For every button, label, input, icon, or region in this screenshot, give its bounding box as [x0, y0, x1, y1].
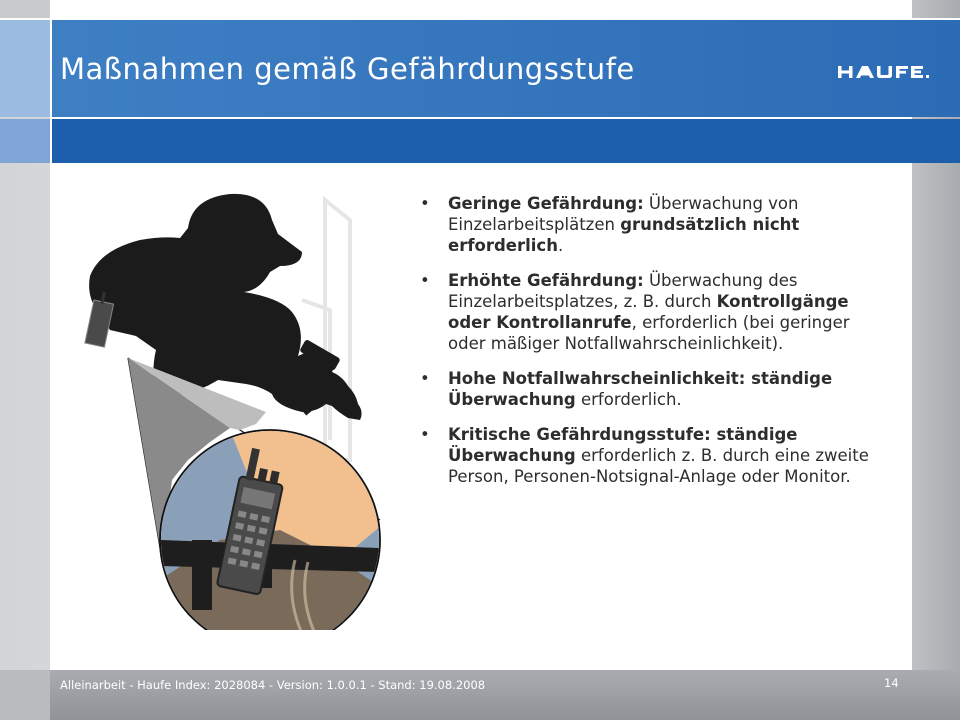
bullet-label: Erhöhte Gefährdung: — [448, 271, 644, 290]
worker-with-radio-icon — [80, 180, 400, 630]
bullet-text: . — [557, 236, 564, 255]
haufe-logo — [836, 60, 946, 84]
measures-list — [418, 193, 878, 501]
footer-text: Alleinarbeit - Haufe Index: 2028084 - Version: 1.0.0.1 - Stand: 19.08.2008 — [60, 678, 486, 692]
bullet-label: Hohe Notfallwahrscheinlichkeit: ständige Überwachung — [448, 369, 833, 409]
bullet-critical-risk — [418, 424, 878, 487]
bullet-text: erforderlich. — [575, 390, 682, 409]
bullet-elevated-risk — [418, 270, 878, 354]
bullet-emphasis: Kontrollgänge oder Kontrollanrufe — [448, 292, 849, 332]
bullet-high-emergency-probability — [418, 368, 878, 410]
footer-left-block — [0, 670, 50, 720]
bullet-text: Überwachung des Einzelarbeitsplatzes, z. B. durch — [448, 271, 798, 311]
bullet-text: Überwachung von Einzelarbeitsplätzen — [448, 194, 799, 234]
bullet-text: erforderlich z. B. durch eine zweite Person, Personen-Notsignal-Anlage oder Monitor. — [448, 446, 869, 486]
slide-title: Maßnahmen gemäß Gefährdungsstufe — [60, 52, 635, 86]
bullet-label: Kritische Gefährdungsstufe: ständige Überwachung — [448, 425, 798, 465]
bullet-text: , erforderlich (bei geringer oder mäßiger Notfallwahrscheinlichkeit). — [448, 313, 850, 353]
bullet-low-risk — [418, 193, 878, 256]
page-number: 14 — [884, 676, 899, 690]
bullet-emphasis: grundsätzlich nicht erforderlich — [448, 215, 800, 255]
bullet-label: Geringe Gefährdung: — [448, 194, 644, 213]
header-outline — [0, 18, 960, 166]
